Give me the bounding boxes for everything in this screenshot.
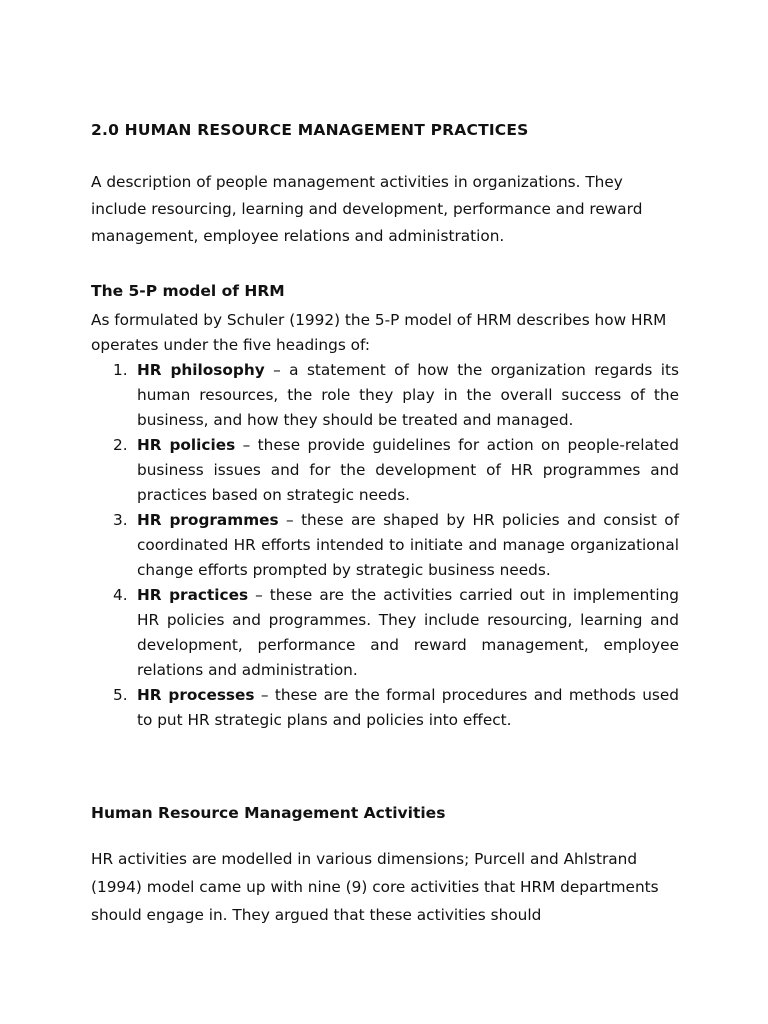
list-item-number: 3. <box>113 511 128 529</box>
list-item-text: – these provide guidelines for action on people-related business issues and for the development of HR programmes and practices based on strategic needs. <box>137 436 679 504</box>
list-item-practices <box>91 583 679 683</box>
list-item-number: 5. <box>113 686 128 704</box>
list-item-processes <box>91 683 679 733</box>
list-item-policies <box>91 433 679 508</box>
list-item-text: – these are shaped by HR policies and consist of coordinated HR efforts intended to initiate and manage organizational change efforts prompted by strategic business needs. <box>137 511 679 579</box>
list-item-number: 4. <box>113 586 128 604</box>
intro-paragraph: A description of people management activities in organizations. They include resourcing, learning and development, performance and reward management, employee relations and administration. <box>91 173 643 245</box>
list-item-term: HR philosophy <box>137 361 265 379</box>
activities-heading: Human Resource Management Activities <box>91 804 446 822</box>
five-p-list <box>91 358 679 733</box>
list-item-number: 2. <box>113 436 128 454</box>
model-lead-paragraph: As formulated by Schuler (1992) the 5-P model of HRM describes how HRM operates under the five headings of: <box>91 311 667 354</box>
list-item-term: HR programmes <box>137 511 279 529</box>
section-heading: 2.0 HUMAN RESOURCE MANAGEMENT PRACTICES <box>91 121 529 139</box>
list-item-philosophy <box>91 358 679 433</box>
list-item-term: HR processes <box>137 686 255 704</box>
list-item-programmes <box>91 508 679 583</box>
list-item-text: – a statement of how the organization regards its human resources, the role they play in the overall success of the business, and how they should be treated and managed. <box>137 361 679 429</box>
list-item-number: 1. <box>113 361 128 379</box>
list-item-term: HR practices <box>137 586 249 604</box>
activities-paragraph: HR activities are modelled in various dimensions; Purcell and Ahlstrand (1994) model came up with nine (9) core activities that HRM departments should engage in. They argued that these activities should <box>91 850 659 924</box>
list-item-text: – these are the formal procedures and methods used to put HR strategic plans and policies into effect. <box>137 686 679 729</box>
list-item-text: – these are the activities carried out in implementing HR policies and programmes. They include resourcing, learning and development, performance and reward management, employee relations and administration. <box>137 586 679 679</box>
list-item-term: HR policies <box>137 436 236 454</box>
model-heading: The 5-P model of HRM <box>91 282 285 300</box>
